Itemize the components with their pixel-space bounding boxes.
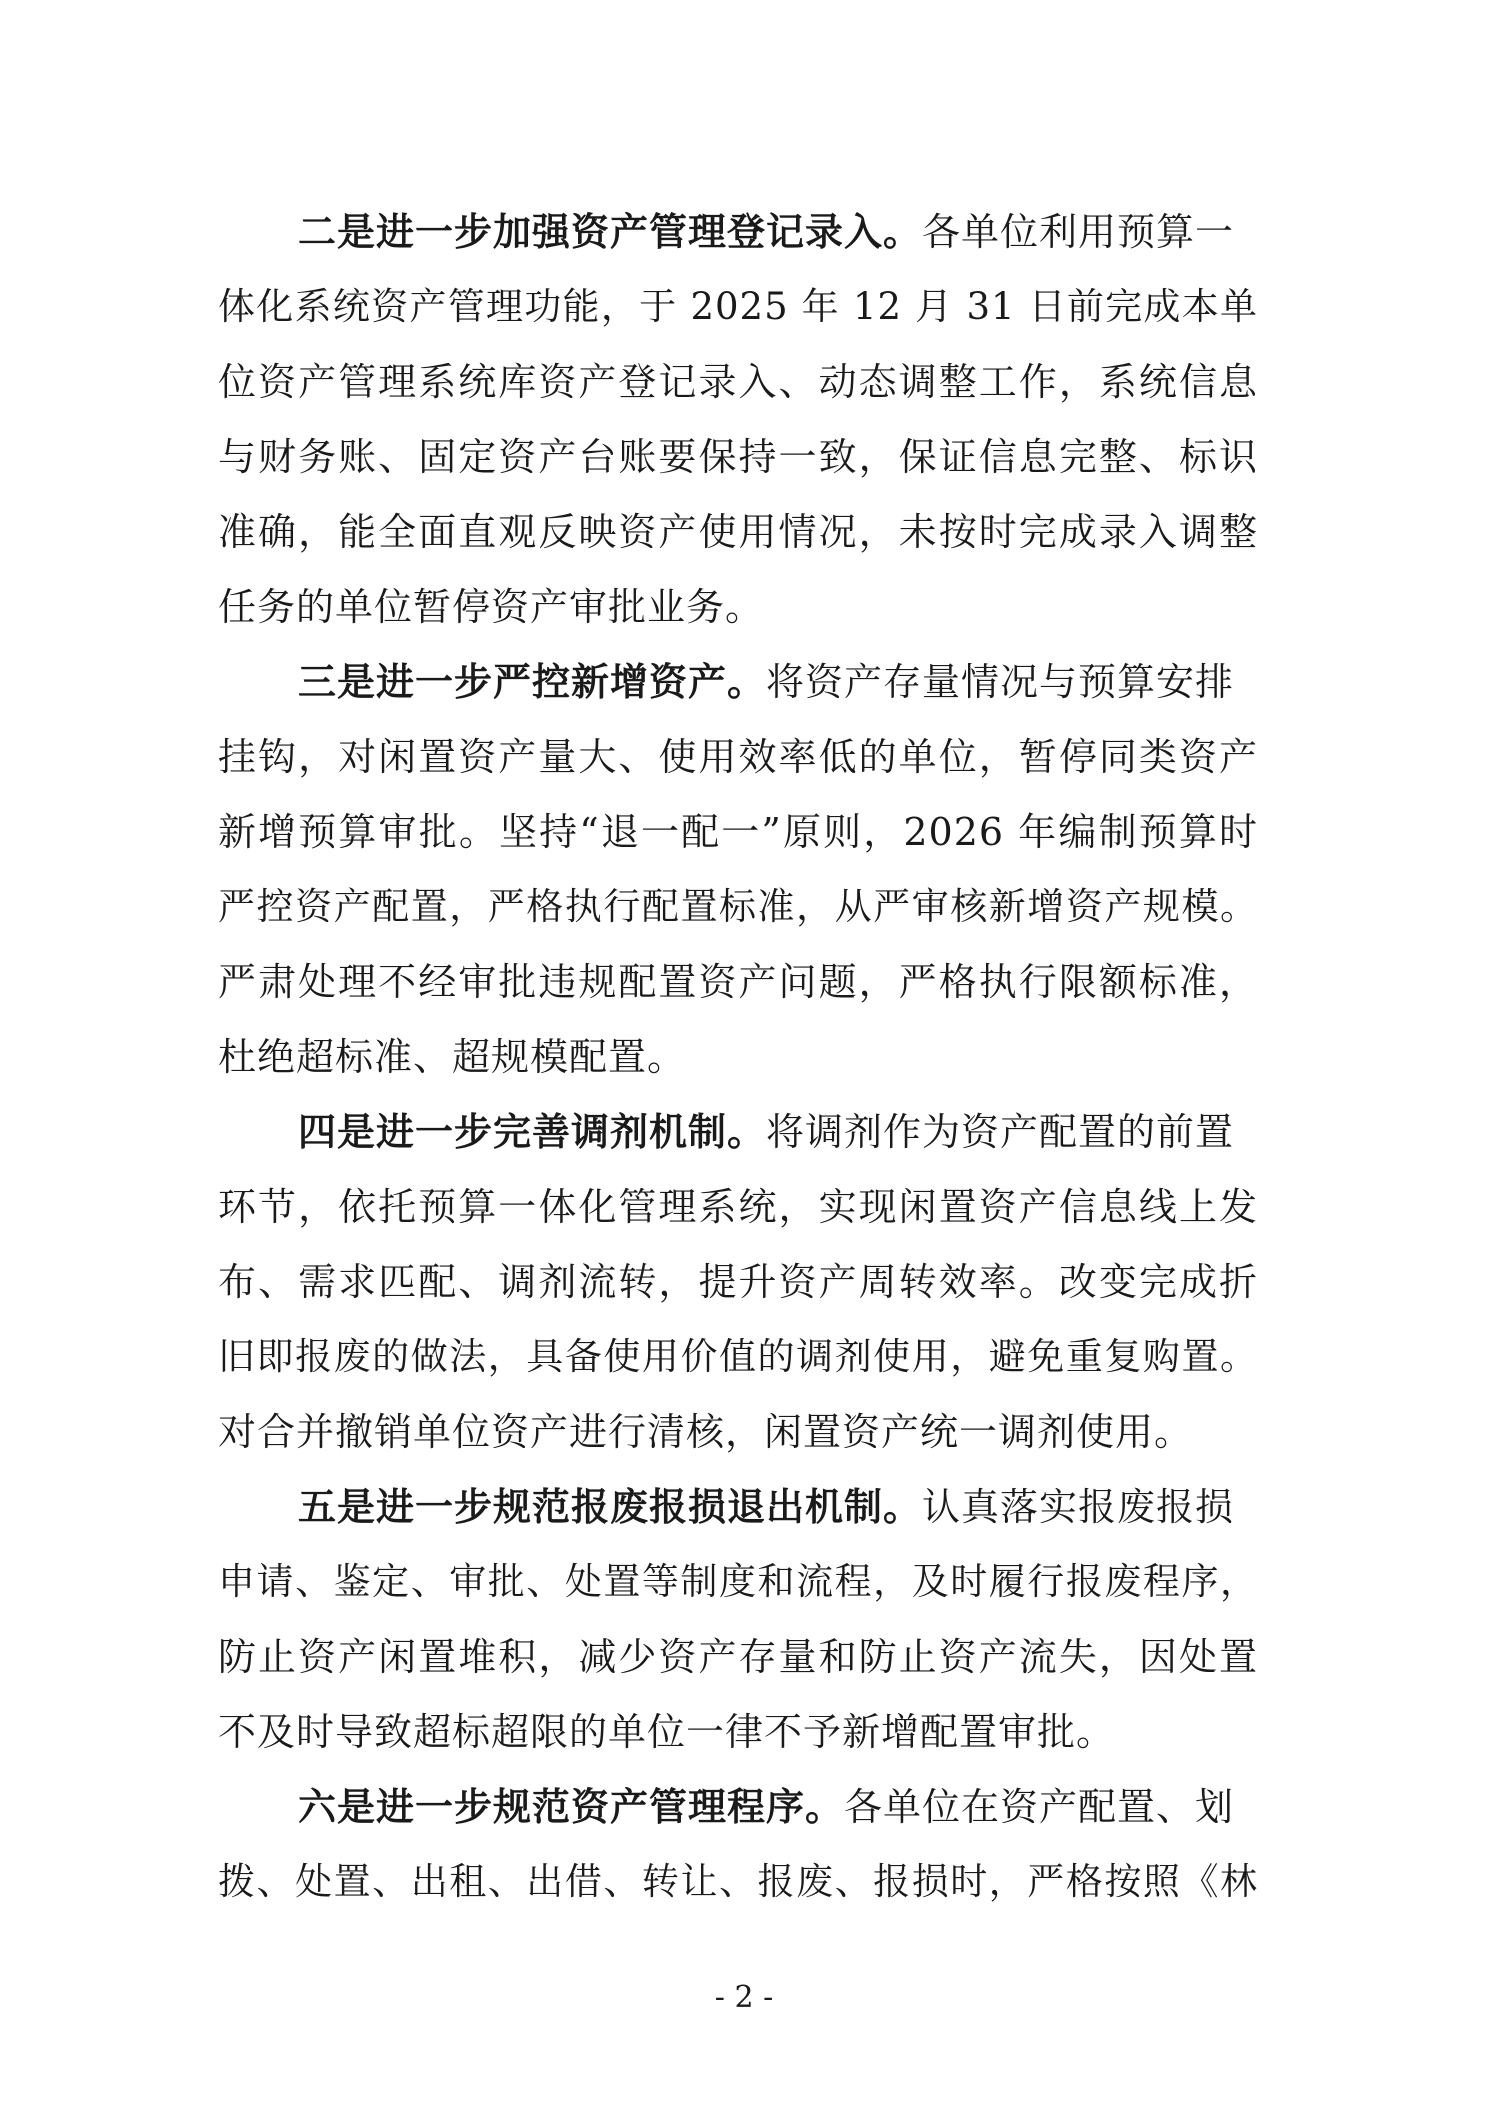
paragraph-line: 任务的单位暂停资产审批业务。 xyxy=(218,585,765,629)
paragraph-line: 防止资产闲置堆积，减少资产存量和防止资产流失，因处置 xyxy=(218,1635,1258,1679)
paragraph-line: 申请、鉴定、审批、处置等制度和流程，及时履行报废程序， xyxy=(218,1560,1258,1603)
paragraph-text: 将调剂作为资产配置的前置 xyxy=(766,1110,1235,1154)
paragraph-text: 各单位利用预算一 xyxy=(922,210,1235,254)
paragraph-heading: 三是进一步严控新增资产。 xyxy=(298,659,767,704)
paragraph-line: 准确，能全面直观反映资产使用情况，未按时完成录入调整 xyxy=(218,510,1258,554)
paragraph-heading: 六是进一步规范资产管理程序。 xyxy=(298,1784,845,1829)
paragraph-line: 严控资产配置，严格执行配置标准，从严审核新增资产规模。 xyxy=(218,885,1258,928)
paragraph-text: 各单位在资产配置、划 xyxy=(844,1785,1235,1829)
paragraph-first-line xyxy=(298,1477,1258,1537)
page-number: - 2 - xyxy=(714,1980,774,2015)
paragraph-line: 挂钩，对闲置资产量大、使用效率低的单位，暂停同类资产 xyxy=(218,735,1258,779)
paragraph-heading: 五是进一步规范报废报损退出机制。 xyxy=(298,1484,923,1529)
paragraph-line: 严肃处理不经审批违规配置资产问题，严格执行限额标准， xyxy=(218,960,1258,1004)
paragraph-heading: 四是进一步完善调剂机制。 xyxy=(298,1109,767,1154)
paragraph-line: 拨、处置、出租、出借、转让、报废、报损时，严格按照《林 xyxy=(218,1860,1258,1903)
paragraph-line: 新增预算审批。坚持“退一配一”原则，2026 年编制预算时 xyxy=(218,810,1258,854)
paragraph-line: 体化系统资产管理功能，于 2025 年 12 月 31 日前完成本单 xyxy=(218,285,1258,328)
paragraph-line: 旧即报废的做法，具备使用价值的调剂使用，避免重复购置。 xyxy=(218,1335,1258,1378)
paragraph-text: 认真落实报废报损 xyxy=(922,1485,1235,1529)
paragraph-line: 不及时导致超标超限的单位一律不予新增配置审批。 xyxy=(218,1710,1116,1754)
paragraph-first-line xyxy=(298,1777,1258,1837)
paragraph-first-line xyxy=(298,202,1258,262)
paragraph-line: 与财务账、固定资产台账要保持一致，保证信息完整、标识 xyxy=(218,435,1258,479)
paragraph-line: 布、需求匹配、调剂流转，提升资产周转效率。改变完成折 xyxy=(218,1260,1258,1304)
paragraph-line: 杜绝超标准、超规模配置。 xyxy=(218,1035,687,1079)
paragraph-line: 环节，依托预算一体化管理系统，实现闲置资产信息线上发 xyxy=(218,1185,1258,1229)
paragraph-line: 对合并撤销单位资产进行清核，闲置资产统一调剂使用。 xyxy=(218,1410,1194,1454)
paragraph-heading: 二是进一步加强资产管理登记录入。 xyxy=(298,209,923,254)
paragraph-line: 位资产管理系统库资产登记录入、动态调整工作，系统信息 xyxy=(218,360,1258,404)
paragraph-first-line xyxy=(298,652,1258,712)
paragraph-text: 将资产存量情况与预算安排 xyxy=(766,660,1235,704)
paragraph-first-line xyxy=(298,1102,1258,1162)
